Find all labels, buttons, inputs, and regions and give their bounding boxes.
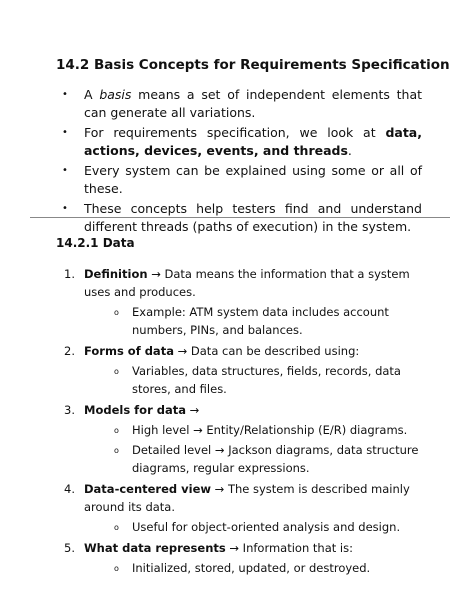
data-numbered-list	[64, 265, 424, 580]
sub-item-text: Useful for object-oriented analysis and design.	[132, 520, 401, 534]
item-text: Data means the information that a system uses and produces.	[84, 267, 410, 299]
numbered-item	[64, 480, 424, 536]
item-number: 3.	[64, 403, 75, 417]
bullet-text: These concepts help testers find and understand different threads (paths of execution) in the system.	[84, 201, 422, 234]
item-number: 4.	[64, 482, 75, 496]
bullet-item	[62, 124, 422, 160]
sub-item	[104, 441, 424, 477]
arrow-icon: →	[177, 344, 188, 358]
item-number: 5.	[64, 541, 75, 555]
section-title: 14.2 Basis Concepts for Requirements Specification	[56, 57, 450, 73]
bullet-text-post: means a set of independent elements that can generate all variations.	[84, 87, 423, 120]
circle-bullet-icon: o	[114, 446, 119, 455]
item-term: What data represents	[84, 541, 226, 555]
sub-item	[104, 362, 424, 398]
bullet-text-post: .	[347, 143, 352, 158]
bullet-glyph: •	[62, 89, 68, 100]
item-number: 2.	[64, 344, 75, 358]
sub-item-text: Detailed level → Jackson diagrams, data structure diagrams, regular expressions.	[132, 443, 419, 475]
numbered-item	[64, 401, 424, 477]
bullet-text-pre: For requirements specification, we look at	[84, 125, 386, 140]
concept-bullet-list	[62, 86, 422, 238]
item-term: Models for data	[84, 403, 186, 417]
item-term: Data-centered view	[84, 482, 212, 496]
bullet-item	[62, 200, 422, 236]
section-divider	[30, 217, 450, 218]
circle-bullet-icon: o	[114, 426, 119, 435]
sub-item-text: Initialized, stored, updated, or destroyed.	[132, 561, 371, 575]
circle-bullet-icon: o	[114, 367, 119, 376]
sub-item-text: High level → Entity/Relationship (E/R) diagrams.	[132, 423, 408, 437]
bullet-glyph: •	[62, 203, 68, 214]
arrow-icon: →	[189, 403, 200, 417]
subsection-title: 14.2.1 Data	[56, 236, 135, 250]
circle-bullet-icon: o	[114, 564, 119, 573]
bullet-glyph: •	[62, 127, 68, 138]
bullet-text-pre: A	[84, 87, 100, 102]
sub-item	[104, 303, 424, 339]
bullet-strong: data, actions, devices, events, and threads	[84, 125, 422, 158]
bullet-text: Every system can be explained using some or all of these.	[84, 163, 422, 196]
sub-item-text: Variables, data structures, fields, records, data stores, and files.	[132, 364, 401, 396]
sub-item	[104, 559, 424, 577]
item-text: The system is described mainly around its data.	[84, 482, 410, 514]
item-number: 1.	[64, 267, 75, 281]
circle-bullet-icon: o	[114, 523, 119, 532]
arrow-icon: →	[151, 267, 161, 281]
item-term: Definition	[84, 267, 148, 281]
numbered-item	[64, 342, 424, 398]
sub-item	[104, 421, 424, 439]
bullet-item	[62, 162, 422, 198]
bullet-emphasis: basis	[99, 87, 132, 102]
numbered-item	[64, 265, 424, 339]
sub-item-text: Example: ATM system data includes account numbers, PINs, and balances.	[132, 305, 389, 337]
item-text: Information that is:	[239, 541, 353, 555]
item-text: Data can be described using:	[187, 344, 360, 358]
arrow-icon: →	[214, 482, 225, 496]
item-term: Forms of data	[84, 344, 174, 358]
circle-bullet-icon: o	[114, 308, 119, 317]
sub-item	[104, 518, 424, 536]
arrow-icon: →	[229, 541, 240, 555]
bullet-glyph: •	[62, 165, 68, 176]
bullet-item	[62, 86, 422, 122]
numbered-item	[64, 539, 424, 577]
